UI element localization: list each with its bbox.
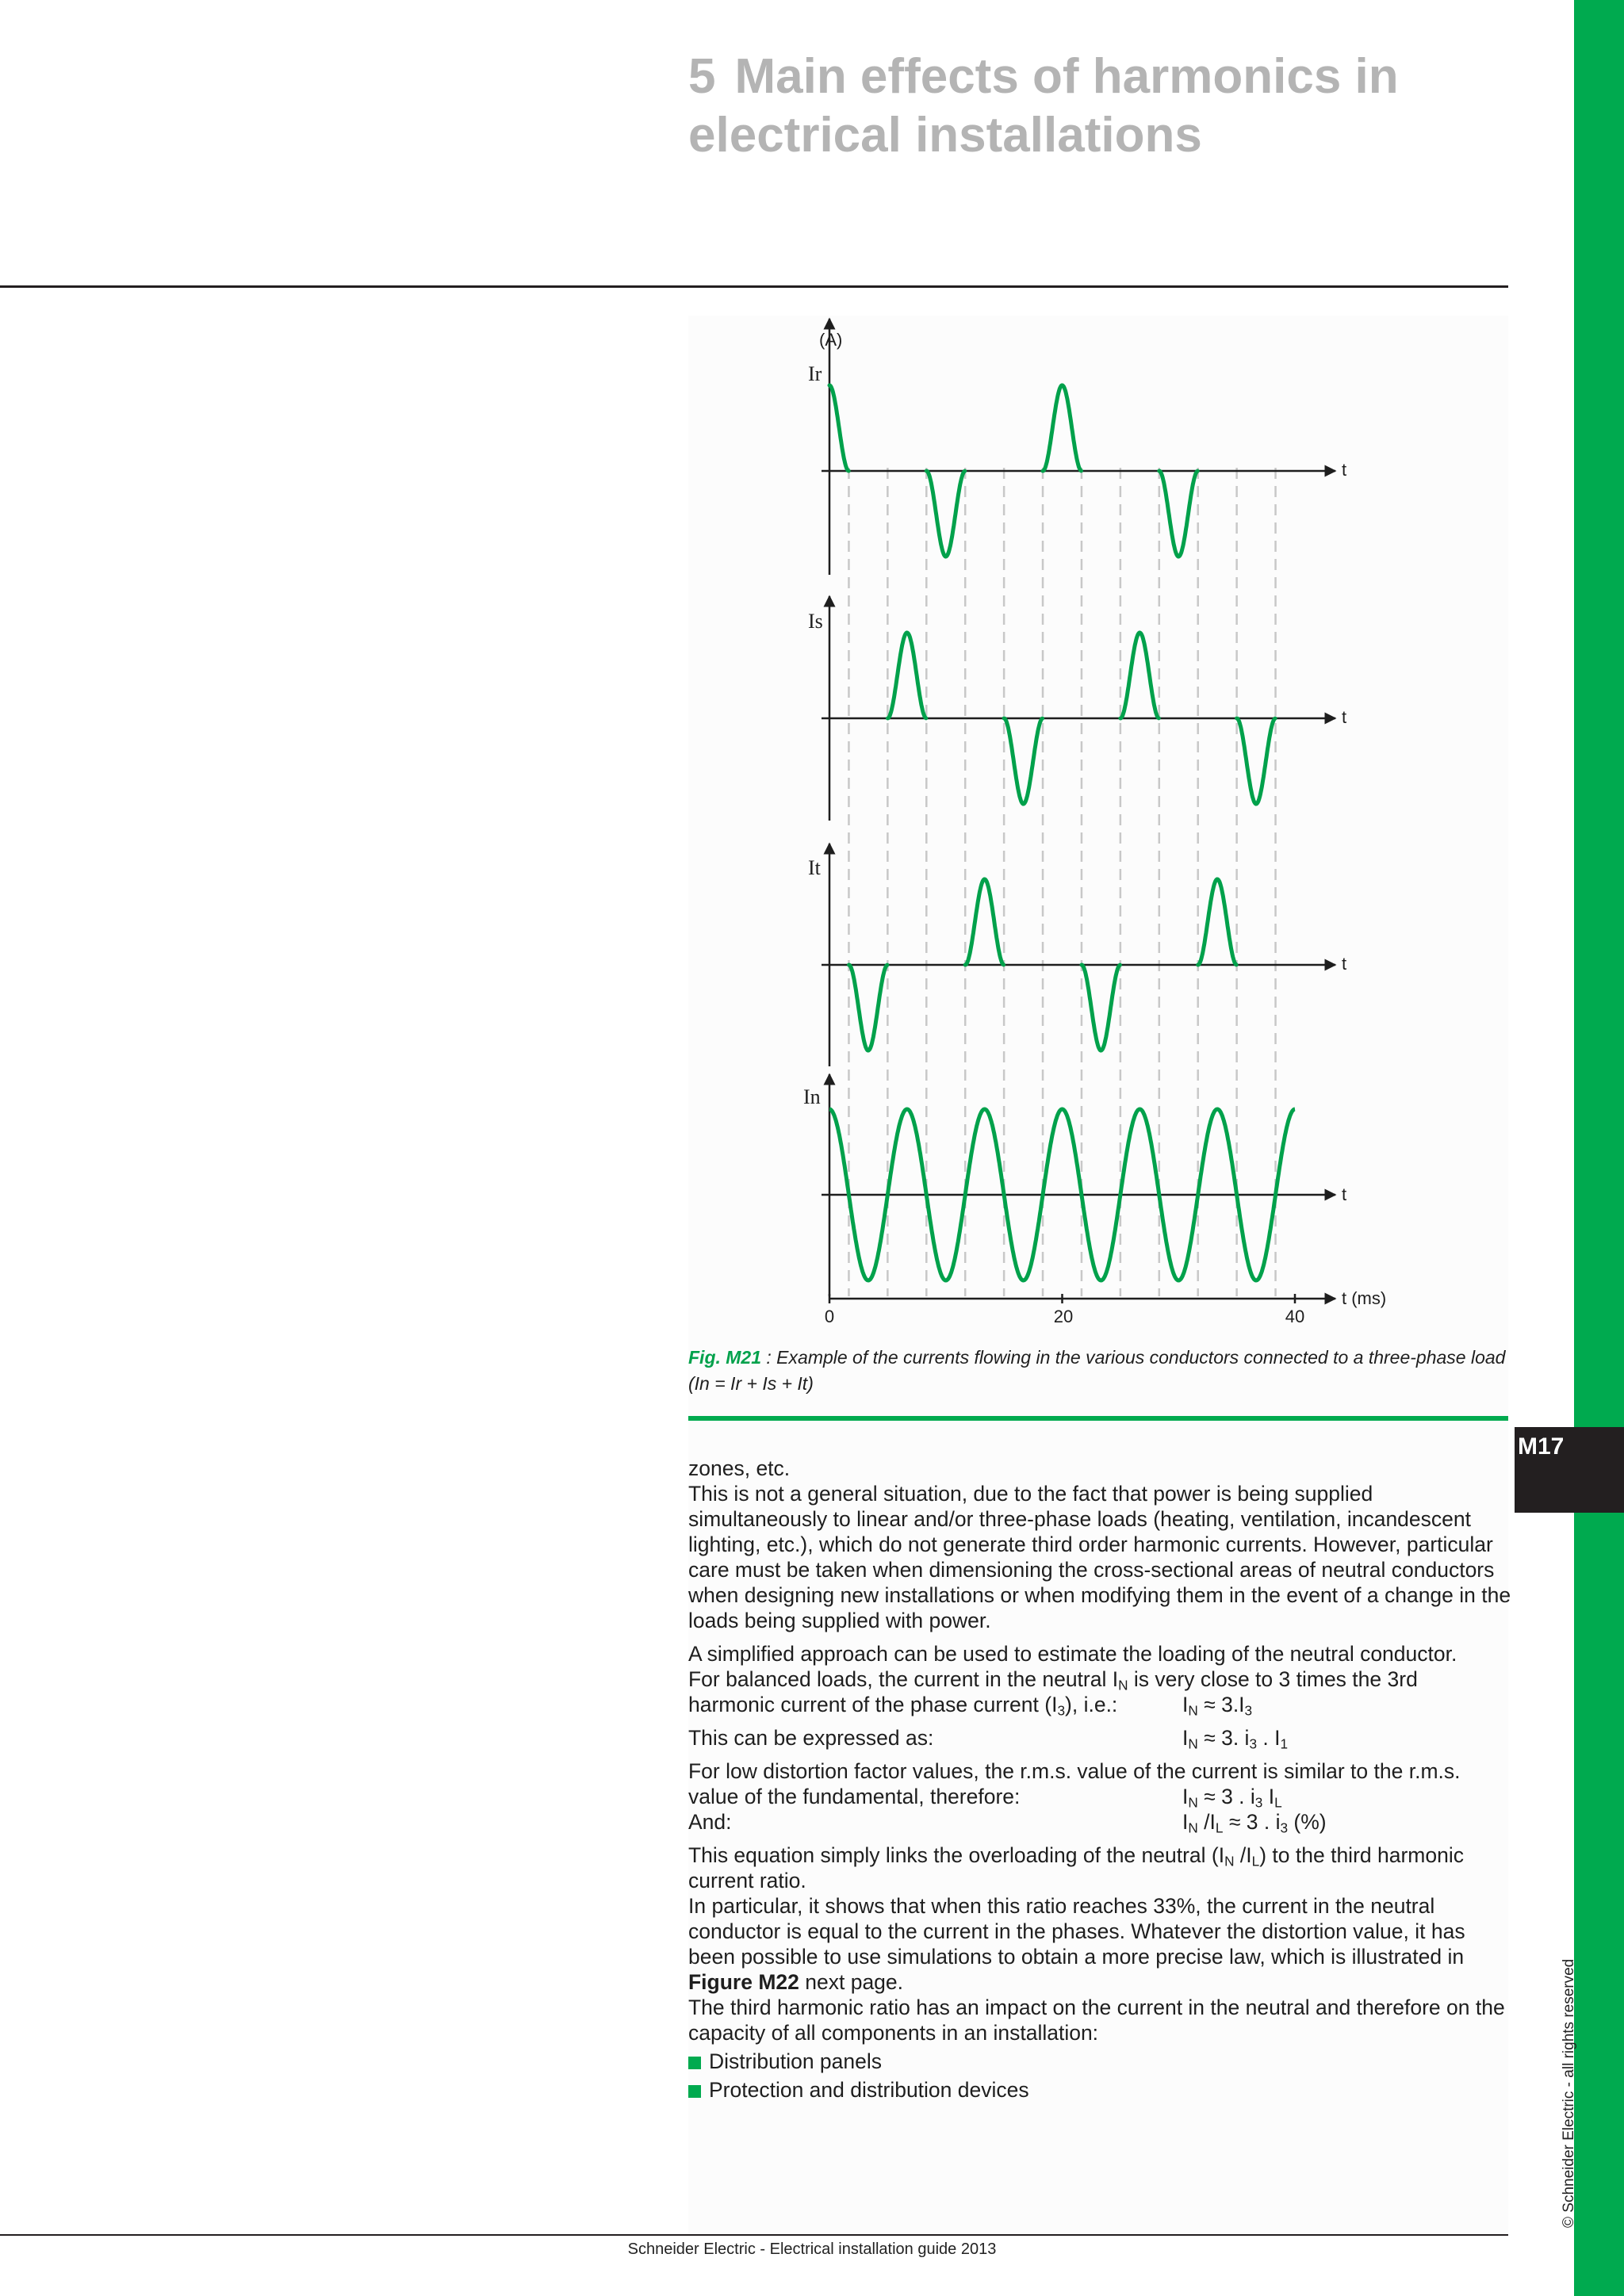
t-label-it: t: [1342, 954, 1347, 974]
paragraph: current ratio.: [688, 1869, 806, 1892]
current-pulse: [1198, 879, 1236, 965]
paragraph: For low distortion factor values, the r.m.s. value of the current is similar to the r.m.s.: [688, 1759, 1461, 1783]
paragraph: This is not a general situation, due to the fact that power is being supplied simultaneously to linear and/or three-phase loads (heating, ventilation, incandescent lighting, etc.), which do not generate third order harmonic currents. However, particular care must be taken when dimensioning the cross-sectional areas of neutral conductors when designing new installations or when modifying them in the event of a change in the loads being supplied with power.: [688, 1482, 1511, 1632]
section-title: Main effects of harmonics in electrical installations: [688, 49, 1399, 163]
equation-line: And: $I_N$ $/I_L \approx 3$ . $i_3$ (%): [688, 1810, 1327, 1836]
section-number: 5: [688, 49, 716, 104]
figure-caption: [688, 1345, 1508, 1397]
copyright-notice: © Schneider Electric - all rights reserved: [1561, 1958, 1577, 2228]
t-label-is: t: [1342, 707, 1347, 727]
current-pulse: [1043, 385, 1082, 471]
body-text: [688, 1456, 1513, 2103]
current-pulse: [926, 471, 964, 557]
header-rule: [0, 285, 1508, 288]
page-tab: M17: [1515, 1427, 1624, 1513]
caption-figure-number: Fig. M21: [688, 1347, 762, 1368]
current-pulse: [965, 879, 1003, 965]
paragraph: This equation simply links the overloading of the neutral ($I_N$ $/I_L$) to the third harmonic: [688, 1843, 1464, 1869]
equation: $I_N \approx 3$ . $i_3$ $I_L$: [1182, 1785, 1282, 1811]
equation-line: harmonic current of the phase current $(I_3)$, i.e.: $I_N \approx 3.I_3$: [688, 1693, 1253, 1719]
equation: $I_N \approx 3.I_3$: [1182, 1693, 1253, 1719]
paragraph: For balanced loads, the current in the neutral $I_N$ is very close to 3 times the 3rd: [688, 1667, 1418, 1693]
paragraph: zones, etc.: [688, 1456, 791, 1480]
bullet-icon: [688, 2085, 701, 2098]
waveforms: [829, 385, 1295, 1280]
paragraph: The third harmonic ratio has an impact on the current in the neutral and therefore on the capacity of all components in an installation:: [688, 1996, 1505, 2045]
t-label-ir: t: [1342, 460, 1347, 480]
list-item: Protection and distribution devices: [688, 2077, 1513, 2103]
currents-figure: [785, 317, 1419, 1324]
current-pulse: [1120, 633, 1159, 718]
equation-line: value of the fundamental, therefore: $I_N \approx 3$ . $i_3$ $I_L$: [688, 1785, 1282, 1811]
current-pulse: [829, 385, 848, 471]
current-pulse: [1237, 718, 1276, 804]
current-pulse: [1004, 718, 1043, 804]
bullet-icon: [688, 2057, 701, 2069]
page-footer: Schneider Electric - Electrical installation guide 2013: [627, 2241, 997, 2258]
tick-label-40: 40: [1285, 1307, 1305, 1324]
caption-text: : Example of the currents flowing in the various conductors connected to a three-phase load (In = Ir + Is + It): [688, 1347, 1506, 1394]
footer-rule: [0, 2234, 1508, 2236]
y-unit-label: (A): [819, 330, 843, 350]
paragraph: In particular, it shows that when this ratio reaches 33%, the current in the neutral conductor is equal to the current in the phases. Whatever the distortion value, it has been possible to use simulations to obtain a more precise law, which is illustrated in Figure M22 next page.: [688, 1894, 1465, 1994]
t-label-in: t: [1342, 1184, 1347, 1204]
equation: $I_N \approx 3$. $i_3$ . $I_1$: [1182, 1726, 1289, 1752]
panel-label-ir: Ir: [808, 362, 822, 385]
panel-label-is: Is: [808, 610, 823, 633]
period-markers: [848, 468, 1275, 1296]
side-accent-bar: [1574, 0, 1624, 2296]
page-title: [688, 48, 1513, 165]
panel-label-it: It: [808, 856, 821, 879]
caption-rule: [688, 1416, 1508, 1421]
paragraph: A simplified approach can be used to estimate the loading of the neutral conductor.: [688, 1642, 1457, 1666]
time-axis-label: t (ms): [1342, 1288, 1387, 1308]
tick-label-20: 20: [1053, 1307, 1074, 1324]
current-pulse: [1082, 965, 1120, 1050]
current-pulse: [849, 965, 887, 1050]
tick-label-0: 0: [824, 1307, 835, 1324]
equation: $I_N$ $/I_L \approx 3$ . $i_3$ (%): [1182, 1810, 1327, 1836]
equation-line: This can be expressed as: $I_N \approx 3$. $i_3$ . $I_1$: [688, 1726, 1289, 1752]
current-pulse: [887, 633, 925, 718]
list-item: Distribution panels: [688, 2049, 1513, 2074]
panel-label-in: In: [803, 1085, 821, 1108]
current-pulse: [1159, 471, 1197, 557]
